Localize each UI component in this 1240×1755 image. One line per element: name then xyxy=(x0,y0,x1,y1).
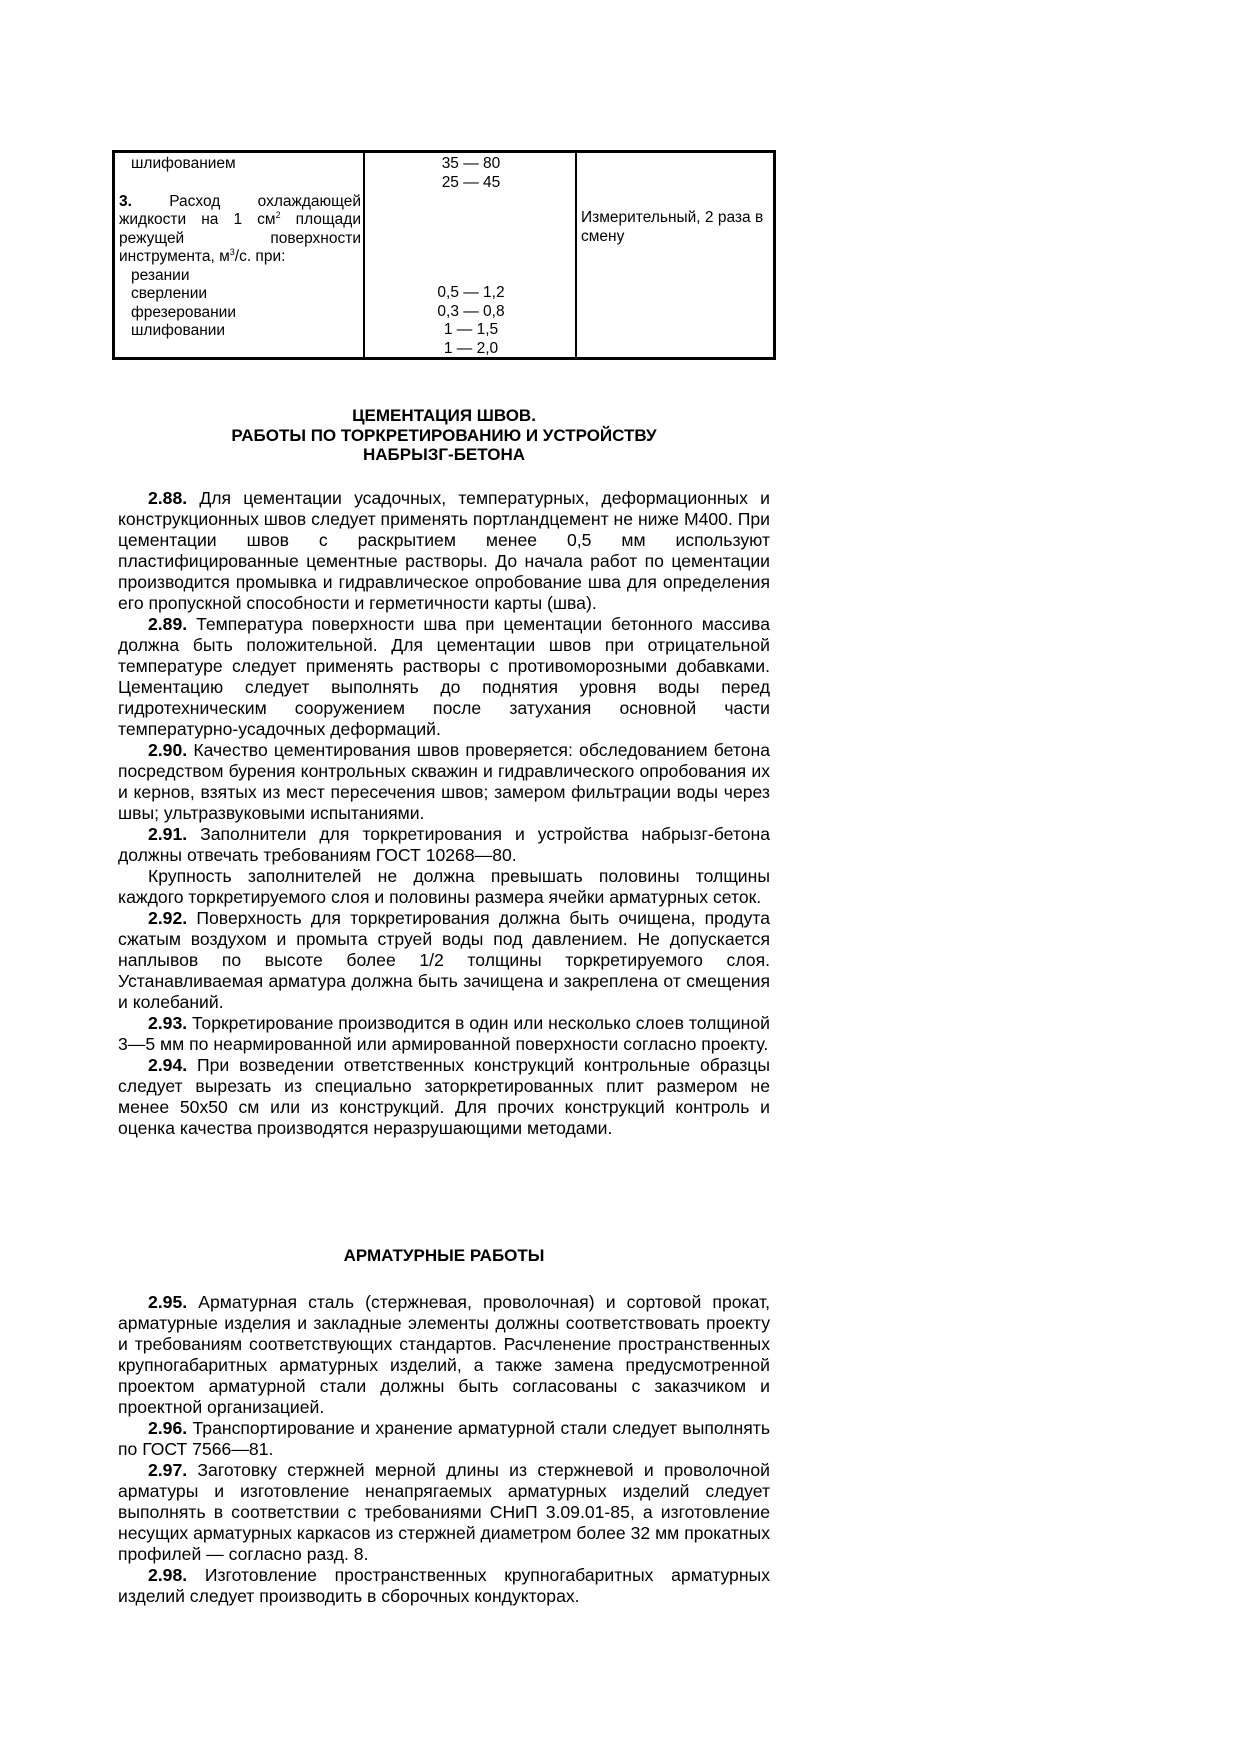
table-cell-value: 25 — 45 xyxy=(441,173,501,191)
table-cell-value: 1 — 1,5 xyxy=(443,321,499,338)
table-col-value xyxy=(363,153,577,357)
section-body xyxy=(118,488,770,1139)
paragraph: 2.97. Заготовку стержней мерной длины из стержневой и проволочной арматуры и изготовление ненапрягаемых арматурных изделий следует выполнять в соответствии с требованиями СНиП 3.09.01-85, а изготовление несущих арматурных каркасов из стержней диаметром более 32 мм прокатных профилей — согласно разд. 8. xyxy=(118,1460,770,1564)
parameters-table xyxy=(112,150,776,360)
table-col-parameter xyxy=(115,153,363,357)
table-cell-text: сверлении xyxy=(131,285,208,302)
table-cell-text: резании xyxy=(131,266,190,284)
paragraph: 2.95. Арматурная сталь (стержневая, проволочная) и сортовой прокат, арматурные изделия и закладные элементы должны соответствовать проекту и требованиям соответствующих стандартов. Расчленение пространственных крупногабаритных арматурных изделий, а также замена предусмотренной проектом арматурной стали должны быть согласованы с заказчиком и проектной организацией. xyxy=(118,1292,770,1417)
table-cell-text: шлифовании xyxy=(131,322,226,339)
table-cell-text: шлифованием xyxy=(131,155,236,172)
paragraph: 2.91. Заполнители для торкретирования и устройства набрызг-бетона должны отвечать требованиям ГОСТ 10268—80. xyxy=(118,824,770,865)
paragraph: 2.96. Транспортирование и хранение арматурной стали следует выполнять по ГОСТ 7566—81. xyxy=(118,1418,770,1459)
paragraph: 2.89. Температура поверхности шва при цементации бетонного массива должна быть положительной. Для цементации швов при отрицательной температуре следует применять растворы с противоморозными добавками. Цементацию следует выполнять до поднятия уровня воды перед гидротехническим сооружением после затухания основной части температурно-усадочных деформаций. xyxy=(118,614,770,739)
paragraph: Крупность заполнителей не должна превышать половины толщины каждого торкретируемого слоя и половины размера ячейки арматурных сеток. xyxy=(118,866,770,907)
table-cell-value: 0,5 — 1,2 xyxy=(437,284,505,301)
paragraph: 2.93. Торкретирование производится в один или несколько слоев толщиной 3—5 мм по неармированной или армированной поверхности согласно проекту. xyxy=(118,1013,770,1054)
paragraph: 2.90. Качество цементирования швов проверяется: обследованием бетона посредством бурения контрольных скважин и гидравлического опробования их и кернов, взятых из мест пересечения швов; замером фильтрации воды через швы; ультразвуковыми испытаниями. xyxy=(118,740,770,823)
paragraph: 2.98. Изготовление пространственных крупногабаритных арматурных изделий следует производить в сборочных кондукторах. xyxy=(118,1565,770,1606)
paragraph: 2.88. Для цементации усадочных, температурных, деформационных и конструкционных швов следует применять портландцемент не ниже М400. При цементации швов с раскрытием менее 0,5 мм используют пластифицированные цементные растворы. До начала работ по цементации производится промывка и гидравлическое опробование шва для определения его пропускной способности и герметичности карты (шва). xyxy=(118,488,770,613)
table-cell-text: Измерительный, 2 раза в xyxy=(581,209,764,226)
table-cell-text: смену xyxy=(581,227,625,245)
table-cell-text: инструмента, $м^3/с$. при: xyxy=(119,247,286,265)
table-cell-text: фрезеровании xyxy=(131,303,237,321)
section-heading: АРМАТУРНЫЕ РАБОТЫ xyxy=(343,1246,545,1265)
paragraph: 2.94. При возведении ответственных конструкций контрольные образцы следует вырезать из специально заторкретированных плит размером не менее 50x50 см или из конструкций. Для прочих конструкций контроль и оценка качества производятся неразрушающими методами. xyxy=(118,1055,770,1138)
table-cell-text: жидкости на 1 $см^2$ площади xyxy=(119,210,361,228)
table-cell-value: 35 — 80 xyxy=(441,155,501,172)
table-cell-value: 1 — 2,0 xyxy=(443,339,499,357)
paragraph: 2.92. Поверхность для торкретирования должна быть очищена, продута сжатым воздухом и промыта струей воды под давлением. Не допускается наплывов по высоте более 1/2 толщины торкретируемого слоя. Устанавливаемая арматура должна быть зачищена и закреплена от смещения и колебаний. xyxy=(118,908,770,1012)
table-cell-text: 3. Расход охлаждающей xyxy=(119,192,361,210)
table-cell-value: 0,3 — 0,8 xyxy=(437,302,505,320)
section-body xyxy=(118,1292,770,1607)
section-heading: ЦЕМЕНТАЦИЯ ШВОВ. РАБОТЫ ПО ТОРКРЕТИРОВАНИЮ И УСТРОЙСТВУ НАБРЫЗГ-БЕТОНА xyxy=(231,406,657,464)
table-cell-text: режущей поверхности xyxy=(119,229,361,247)
table-col-control xyxy=(575,153,775,357)
